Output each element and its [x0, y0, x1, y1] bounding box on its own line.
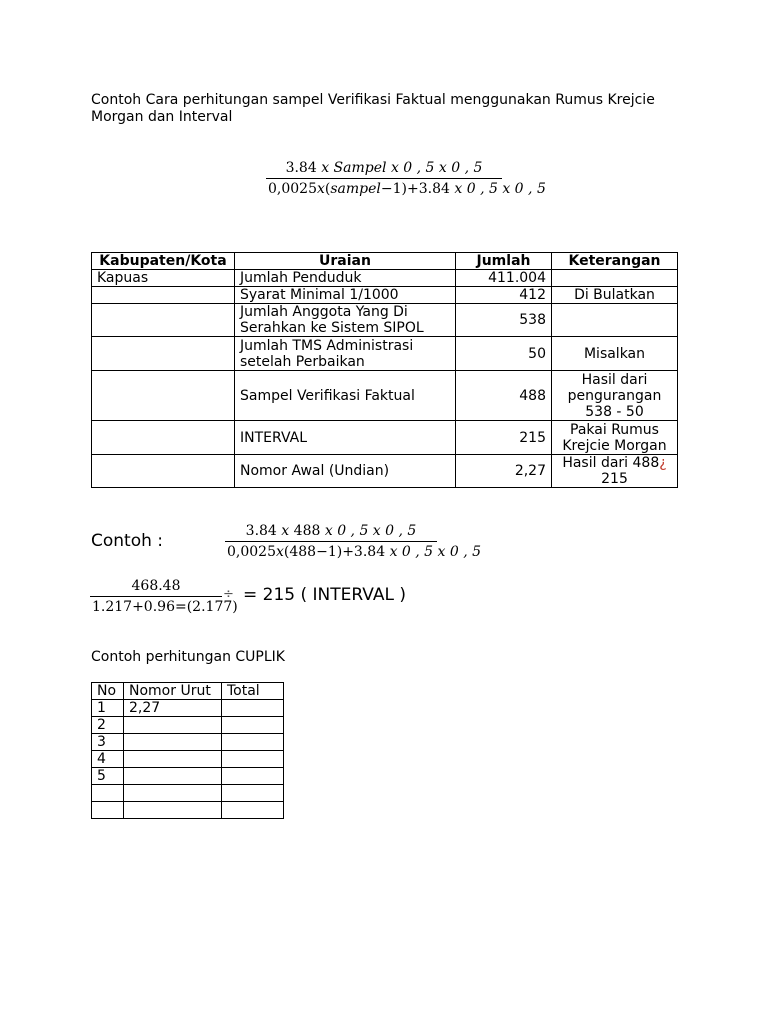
header-kabupaten: Kabupaten/Kota [92, 253, 235, 270]
cell-jumlah: 488 [456, 371, 552, 421]
contoh-den-factors: x 0 , 5 x 0 , 5 [389, 544, 482, 560]
cuplik-cell-no: 1 [92, 700, 124, 717]
cuplik-cell-nomor-urut [124, 768, 222, 785]
cuplik-cell-total [222, 768, 284, 785]
header-jumlah: Jumlah [456, 253, 552, 270]
contoh-label: Contoh : [91, 531, 164, 551]
contoh-num-constant: 3.84 [245, 523, 277, 539]
formula-denominator [266, 179, 546, 197]
formula-numerator [266, 160, 502, 178]
formula-den-factors: x 0 , 5 x 0 , 5 [454, 181, 546, 197]
cuplik-cell-nomor-urut: 2,27 [124, 700, 222, 717]
cell-jumlah: 411.004 [456, 270, 552, 287]
cuplik-cell-total [222, 751, 284, 768]
table-row [92, 287, 678, 304]
cuplik-cell-nomor-urut [124, 717, 222, 734]
table-row [92, 337, 678, 371]
table-row [92, 304, 678, 337]
error-glyph: ¿ [659, 455, 667, 471]
cell-uraian: Syarat Minimal 1/1000 [235, 287, 456, 304]
contoh-denominator [225, 542, 482, 560]
cuplik-row [92, 734, 284, 751]
table-header-row [92, 253, 678, 270]
cuplik-cell-no [92, 802, 124, 819]
contoh-den-constant: 0,0025 [227, 544, 276, 560]
contoh-den-close: ) [336, 544, 343, 560]
cuplik-cell-nomor-urut [124, 734, 222, 751]
cuplik-row [92, 717, 284, 734]
cell-uraian: Jumlah Anggota Yang Di Serahkan ke Sistem SIPOL [235, 304, 456, 337]
cell-kabupaten: Kapuas [92, 270, 235, 287]
cell-uraian: Sampel Verifikasi Faktual [235, 371, 456, 421]
cell-kabupaten [92, 421, 235, 455]
contoh-num-sample: 488 [293, 523, 321, 539]
cell-keterangan: Hasil dari 488¿ 215 [552, 455, 678, 488]
cell-keterangan: Di Bulatkan [552, 287, 678, 304]
interval-result: = 215 ( INTERVAL ) [243, 585, 406, 605]
table-row [92, 455, 678, 488]
contoh-num-factors: x 0 , 5 x 0 , 5 [324, 523, 417, 539]
formula-num-sampel: Sampel [333, 160, 387, 176]
formula-den-plus: +3.84 [407, 181, 450, 197]
cell-jumlah: 412 [456, 287, 552, 304]
cell-uraian: Jumlah Penduduk [235, 270, 456, 287]
header-uraian: Uraian [235, 253, 456, 270]
cell-jumlah: 215 [456, 421, 552, 455]
cuplik-cell-no: 4 [92, 751, 124, 768]
cuplik-cell-no: 2 [92, 717, 124, 734]
cell-jumlah: 538 [456, 304, 552, 337]
cell-kabupaten [92, 287, 235, 304]
cuplik-cell-no [92, 785, 124, 802]
cuplik-cell-no: 3 [92, 734, 124, 751]
cell-kabupaten [92, 304, 235, 337]
contoh-formula [225, 523, 482, 560]
cuplik-header-nomor-urut: Nomor Urut [124, 683, 222, 700]
formula-den-constant: 0,0025 [268, 181, 317, 197]
division-symbol: ÷ [223, 587, 234, 602]
cell-uraian: INTERVAL [235, 421, 456, 455]
cell-keterangan: Misalkan [552, 337, 678, 371]
cell-kabupaten [92, 455, 235, 488]
cell-keterangan: Pakai Rumus Krejcie Morgan [552, 421, 678, 455]
cell-kabupaten [92, 337, 235, 371]
cuplik-cell-total [222, 734, 284, 751]
cell-keterangan [552, 304, 678, 337]
contoh-den-minus: −1 [316, 544, 337, 560]
cuplik-cell-no: 5 [92, 768, 124, 785]
contoh-numerator [225, 523, 437, 541]
cuplik-row [92, 751, 284, 768]
cell-jumlah: 50 [456, 337, 552, 371]
cuplik-cell-nomor-urut [124, 802, 222, 819]
contoh-den-sample: (488 [283, 544, 317, 560]
cuplik-cell-total [222, 802, 284, 819]
cuplik-title: Contoh perhitungan CUPLIK [91, 649, 285, 665]
verification-table [91, 252, 678, 488]
formula-num-times: x [321, 160, 330, 176]
formula-den-minus: −1 [380, 181, 402, 197]
interval-denominator: 1.217+0.96=(2.177) [92, 599, 238, 615]
interval-fraction [90, 578, 238, 615]
cell-jumlah: 2,27 [456, 455, 552, 488]
table-row [92, 270, 678, 287]
cuplik-row [92, 700, 284, 717]
krejcie-morgan-formula [266, 160, 546, 197]
cell-uraian: Jumlah TMS Administrasi setelah Perbaikan [235, 337, 456, 371]
contoh-num-times: x [281, 523, 290, 539]
intro-text: Contoh Cara perhitungan sampel Verifikasi Faktual menggunakan Rumus Krejcie Morgan dan Interval [91, 92, 655, 125]
cuplik-header-no: No [92, 683, 124, 700]
contoh-den-plus: +3.84 [342, 544, 386, 560]
cuplik-cell-nomor-urut [124, 751, 222, 768]
cuplik-cell-total [222, 700, 284, 717]
cuplik-table [91, 682, 284, 819]
cuplik-row [92, 785, 284, 802]
interval-numerator: 468.48 [131, 578, 181, 594]
cell-uraian: Nomor Awal (Undian) [235, 455, 456, 488]
formula-num-constant: 3.84 [285, 160, 317, 176]
table-row [92, 421, 678, 455]
cuplik-row [92, 802, 284, 819]
formula-den-sampel: sampel [330, 181, 381, 197]
cuplik-cell-nomor-urut [124, 785, 222, 802]
formula-num-factors: x 0 , 5 x 0 , 5 [390, 160, 483, 176]
cell-keterangan: Hasil dari pengurangan 538 - 50 [552, 371, 678, 421]
cell-kabupaten [92, 371, 235, 421]
cuplik-header-total: Total [222, 683, 284, 700]
table-row [92, 371, 678, 421]
cuplik-cell-total [222, 785, 284, 802]
cuplik-cell-total [222, 717, 284, 734]
cell-keterangan [552, 270, 678, 287]
cuplik-row [92, 768, 284, 785]
header-keterangan: Keterangan [552, 253, 678, 270]
formula-den-close: ) [401, 181, 408, 197]
cuplik-header-row [92, 683, 284, 700]
contoh-den-times: x [276, 544, 284, 560]
formula-den-open: ( [324, 181, 331, 197]
formula-den-times: x [317, 181, 325, 197]
